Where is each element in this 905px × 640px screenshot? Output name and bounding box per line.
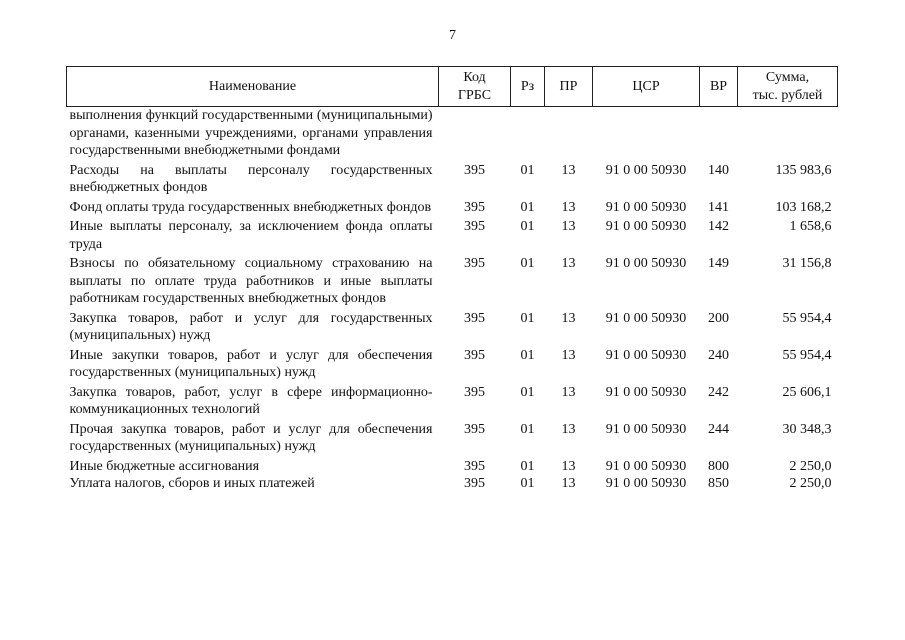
row-sum: 1 658,6 xyxy=(789,219,832,234)
row-name: Иные выплаты персоналу, за исключением фонда оплаты труда xyxy=(69,219,433,252)
row-name: Уплата налогов, сборов и иных платежей xyxy=(69,476,315,491)
table-row xyxy=(67,308,838,345)
table-row xyxy=(67,419,838,456)
row-vr: 244 xyxy=(708,421,729,437)
table-row xyxy=(67,253,838,308)
row-csr: 91 0 00 50930 xyxy=(605,458,687,474)
row-csr: 91 0 00 50930 xyxy=(605,347,687,363)
table-header-row xyxy=(67,67,838,107)
header-kod-line1: Код xyxy=(463,70,486,85)
row-csr: 91 0 00 50930 xyxy=(605,310,687,326)
row-pr: 13 xyxy=(561,476,576,491)
row-vr: 142 xyxy=(708,219,729,234)
row-pr: 13 xyxy=(561,421,576,437)
row-pr: 13 xyxy=(561,219,576,234)
row-csr: 91 0 00 50930 xyxy=(605,219,687,234)
row-pr: 13 xyxy=(561,199,576,215)
table-row xyxy=(67,475,838,493)
row-kod xyxy=(439,107,511,160)
table-row xyxy=(67,160,838,197)
row-rz: 01 xyxy=(520,421,535,437)
row-sum: 135 983,6 xyxy=(775,162,832,178)
row-rz: 01 xyxy=(520,219,535,234)
row-vr: 140 xyxy=(708,162,729,178)
budget-table xyxy=(66,66,838,493)
header-csr: ЦСР xyxy=(593,67,700,107)
row-rz: 01 xyxy=(520,347,535,363)
row-kod: 395 xyxy=(464,256,485,271)
row-name: Взносы по обязательному социальному страхованию на выплаты по оплате труда работников и иные выплаты работникам государственных внебюджетных фондов xyxy=(69,256,433,306)
row-rz: 01 xyxy=(520,199,535,215)
row-pr: 13 xyxy=(561,162,576,178)
row-csr: 91 0 00 50930 xyxy=(605,384,687,400)
row-name: выполнения функций государственными (муниципальными) органами, казенными учреждениями, органами управления государственными внебюджетными фондами xyxy=(69,108,433,158)
header-kod-grbs xyxy=(439,67,511,107)
table-row xyxy=(67,107,838,160)
row-vr: 240 xyxy=(708,347,729,363)
row-rz xyxy=(511,107,545,160)
row-csr: 91 0 00 50930 xyxy=(605,421,687,437)
row-sum: 103 168,2 xyxy=(775,199,832,215)
header-sum xyxy=(738,67,838,107)
row-vr: 850 xyxy=(708,476,729,491)
row-vr xyxy=(700,107,738,160)
header-sum-line1: Сумма, xyxy=(765,70,810,85)
header-kod-line2: ГРБС xyxy=(457,87,492,103)
row-csr: 91 0 00 50930 xyxy=(605,199,687,215)
row-sum xyxy=(738,107,838,160)
row-sum: 2 250,0 xyxy=(789,458,832,474)
row-csr: 91 0 00 50930 xyxy=(605,162,687,178)
row-kod: 395 xyxy=(464,162,485,178)
row-pr: 13 xyxy=(561,310,576,326)
table-row xyxy=(67,382,838,419)
row-kod: 395 xyxy=(464,384,485,400)
row-vr: 800 xyxy=(708,458,729,474)
row-vr: 200 xyxy=(708,310,729,326)
row-rz: 01 xyxy=(520,458,535,474)
row-vr: 242 xyxy=(708,384,729,400)
row-name: Прочая закупка товаров, работ и услуг для обеспечения государственных (муниципальных) нужд xyxy=(69,421,433,454)
header-vr: ВР xyxy=(700,67,738,107)
row-sum: 31 156,8 xyxy=(782,256,832,271)
row-pr: 13 xyxy=(561,256,576,271)
row-kod: 395 xyxy=(464,347,485,363)
row-rz: 01 xyxy=(520,384,535,400)
row-kod: 395 xyxy=(464,219,485,234)
row-pr: 13 xyxy=(561,458,576,474)
row-name: Иные бюджетные ассигнования xyxy=(69,458,260,474)
header-pr: ПР xyxy=(545,67,593,107)
row-kod: 395 xyxy=(464,421,485,437)
row-rz: 01 xyxy=(520,476,535,491)
table-row xyxy=(67,345,838,382)
row-name: Фонд оплаты труда государственных внебюджетных фондов xyxy=(69,199,432,215)
row-name: Закупка товаров, работ, услуг в сфере информационно-коммуникационных технологий xyxy=(69,384,433,417)
row-kod: 395 xyxy=(464,199,485,215)
header-name: Наименование xyxy=(67,67,439,107)
row-name: Закупка товаров, работ и услуг для государственных (муниципальных) нужд xyxy=(69,310,433,343)
row-vr: 149 xyxy=(708,256,729,271)
page-number: 7 xyxy=(449,28,456,43)
header-sum-line2: тыс. рублей xyxy=(752,87,823,103)
row-sum: 55 954,4 xyxy=(782,347,832,363)
row-kod: 395 xyxy=(464,310,485,326)
row-vr: 141 xyxy=(708,199,729,215)
row-rz: 01 xyxy=(520,162,535,178)
row-kod: 395 xyxy=(464,458,485,474)
table-row xyxy=(67,216,838,253)
row-name: Иные закупки товаров, работ и услуг для обеспечения государственных (муниципальных) нужд xyxy=(69,347,433,380)
table-row xyxy=(67,456,838,476)
row-sum: 30 348,3 xyxy=(782,421,832,437)
row-sum: 2 250,0 xyxy=(789,476,832,491)
table-row xyxy=(67,197,838,217)
row-kod: 395 xyxy=(464,476,485,491)
row-rz: 01 xyxy=(520,256,535,271)
row-name: Расходы на выплаты персоналу государственных внебюджетных фондов xyxy=(69,162,433,195)
row-sum: 55 954,4 xyxy=(782,310,832,326)
row-pr: 13 xyxy=(561,384,576,400)
row-pr: 13 xyxy=(561,347,576,363)
row-rz: 01 xyxy=(520,310,535,326)
row-csr: 91 0 00 50930 xyxy=(605,256,687,271)
row-pr xyxy=(545,107,593,160)
header-rz: Рз xyxy=(511,67,545,107)
row-csr xyxy=(593,107,700,160)
row-csr: 91 0 00 50930 xyxy=(605,476,687,491)
row-sum: 25 606,1 xyxy=(782,384,832,400)
